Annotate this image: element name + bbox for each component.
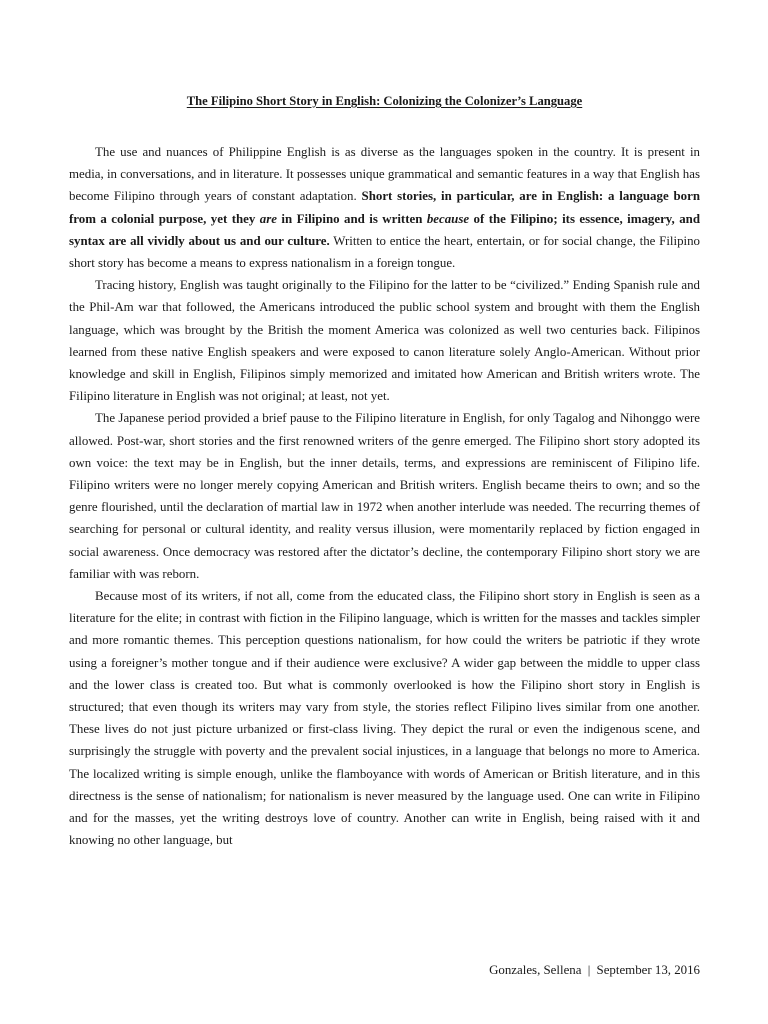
text-run: Because most of its writers, if not all, come from the educated class, the Filipino short story in English is seen as a literature for the elite; in contrast with fiction in the Filipino language, which is written for the masses and tackles simpler and more romantic themes. This perception questions nationalism, for how could the writers be patriotic if they wrote using a foreigner’s mother tongue and if their audience were exclusive? A wider gap between the middle to upper class and the lower class is created too. But what is commonly overlooked is how the Filipino short story in English is structured; that even though its writers may vary from style, the stories reflect Filipino lives similar from one another. These lives do not just picture urbanized or first-class living. They depict the rural or even the indigenous scene, and surprisingly the struggle with poverty and the prevalent social injustices, in a language that belongs no more to America. The localized writing is simple enough, unlike the flamboyance with words of American or British literature, and in this directness is the sense of nationalism; for nationalism is never measured by the language used. One can write in Filipino and for the masses, yet the writing destroys love of country. Another can write in English, being raised with it and knowing no other language, but: [69, 589, 700, 848]
text-run: The use and nuances of Philippine English is as diverse as the languages spoken in the country. It is present in media, in conversations, and in literature. It possesses unique grammatical and semantic features in a way that English has become Filipino through years of constant adaptation.: [69, 145, 700, 204]
bold-text: of the Filipino; its essence, imagery, and syntax are all vividly about us and our culture.: [69, 211, 700, 248]
footer-author: Gonzales, Sellena: [489, 963, 582, 977]
emphasis-text: because: [426, 211, 470, 226]
bold-text: in Filipino and is written: [276, 211, 427, 226]
emphasis-text: are: [259, 211, 277, 226]
page-footer: [489, 960, 700, 980]
text-run: Written to entice the heart, entertain, or for social change, the Filipino short story has become a means to express nationalism in a foreign tongue.: [69, 233, 700, 271]
footer-separator: |: [587, 963, 591, 977]
footer-date: September 13, 2016: [596, 963, 700, 977]
paragraph-1: [69, 141, 700, 274]
text-run: The Japanese period provided a brief pause to the Filipino literature in English, for only Tagalog and Nihonggo were allowed. Post-war, short stories and the first renowned writers of the genre emerged. The Filipino short story adopted its own voice: the text may be in English, but the inner details, terms, and expressions are reminiscent of Filipino life. Filipino writers were no longer merely copying American and British writers. English became theirs to own; and so the genre flourished, until the declaration of martial law in 1972 when another interlude was needed. The recurring themes of searching for personal or cultural identity, and reality versus illusion, were momentarily replaced by fiction engaged in social awareness. Once democracy was restored after the dictator’s decline, the contemporary Filipino short story we are familiar with was reborn.: [69, 411, 700, 581]
paragraph-3: [69, 407, 700, 585]
document-body: [69, 141, 700, 852]
document-title: The Filipino Short Story in English: Colonizing the Colonizer’s Language: [186, 94, 583, 108]
paragraph-4: [69, 585, 700, 851]
text-run: Tracing history, English was taught originally to the Filipino for the latter to be “civilized.” Ending Spanish rule and the Phil-Am war that followed, the Americans introduced the public school system and brought with them the English language, which was brought by the British the moment America was colonized as well two centuries back. Filipinos learned from these native English speakers and were exposed to canon literature solely Anglo-American. Without prior knowledge and skill in English, Filipinos simply memorized and imitated how American and British writers wrote. The Filipino literature in English was not original; at least, not yet.: [69, 278, 700, 404]
paragraph-2: [69, 274, 700, 407]
bold-text: Short stories, in particular, are in English: a language born from a colonial purpose, yet they: [69, 189, 700, 226]
